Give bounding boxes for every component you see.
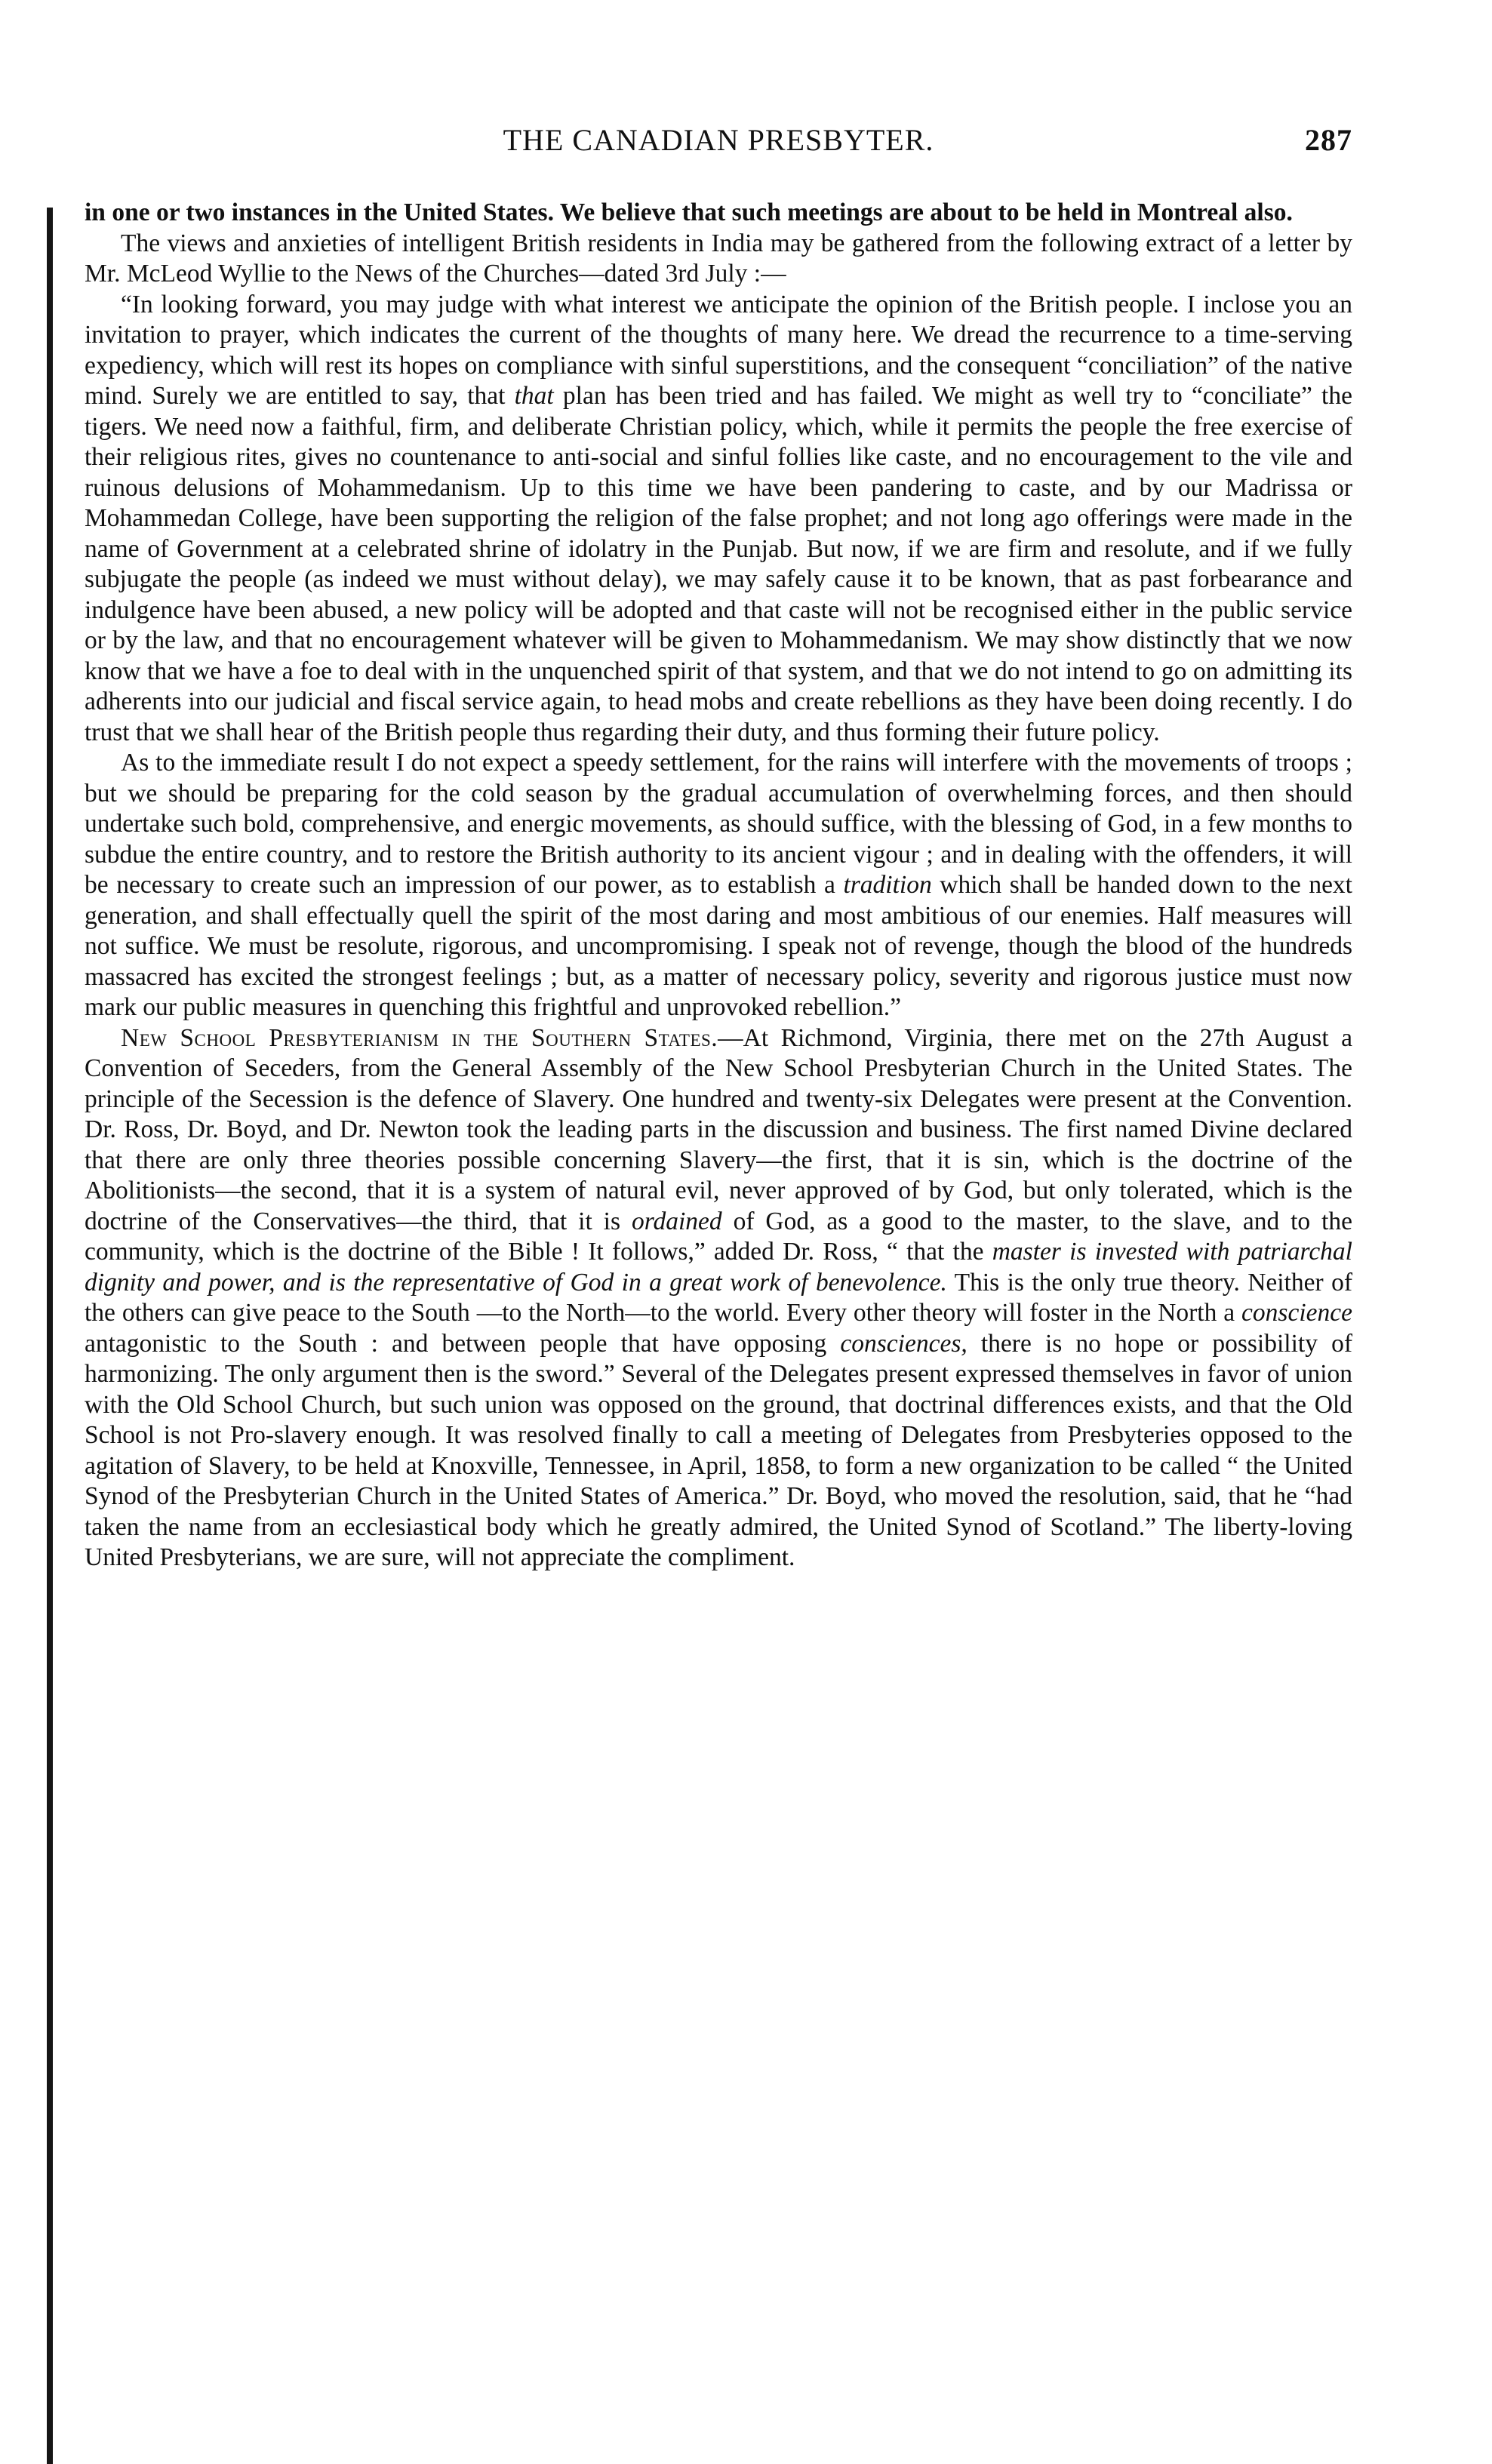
paragraph-continuation: in one or two instances in the United States. We believe that such meetings are about to be held in Montreal also. bbox=[85, 198, 1293, 226]
emphasis-master-invested: master is invested with patriarchal dignity and power, and is the representative of God in a great work of benevolence. bbox=[85, 1238, 1352, 1297]
paragraph-letter-quote: “In looking forward, you may judge with what interest we anticipate the opinion of the British people. I inclose you an invitation to prayer, which indicates the current of the thoughts of many here. We dread the recurrence to a time-serving expediency, which will rest its hopes on compliance with sinful superstitions, and the consequent “conciliation” of the native mind. Surely we are entitled to say, that that plan has been tried and has failed. We might as well try to “conciliate” the tigers. We need now a faithful, firm, and deliberate Christian policy, which, while it permits the people the free exercise of their religious rites, gives no countenance to anti-social and sinful follies like caste, and no encouragement to the vile and ruinous delusions of Mohammedanism. Up to this time we have been pandering to caste, and by our Madrissa or Mohammedan College, have been supporting the religion of the false prophet; and not long ago offerings were made in the name of Government at a celebrated shrine of idolatry in the Punjab. But now, if we are firm and resolute, and if we fully subjugate the people (as indeed we must without delay), we may safely cause it to be known, that as past forbearance and indulgence have been abused, a new policy will be adopted and that caste will not be recognised either in the public service or by the law, and that no encouragement whatever will be given to Mohammedanism. We may show distinctly that we now know that we have a foe to deal with in the unquenched spirit of that system, and that we do not intend to go on admitting its adherents into our judicial and fiscal service again, to head mobs and create rebellions as they have been doing recently. I do trust that we shall hear of the British people thus regarding their duty, and thus forming their future policy. bbox=[85, 290, 1352, 746]
document-page bbox=[85, 113, 1352, 1573]
paragraph-new-school: New School Presbyterianism in the Southern States.—At Richmond, Virginia, there met on the 27th August a Convention of Seceders, from the General Assembly of the New School Presbyterian Church in the United States. The principle of the Secession is the defence of Slavery. One hundred and twenty-six Delegates were present at the Convention. Dr. Ross, Dr. Boyd, and Dr. Newton took the leading parts in the discussion and business. The first named Divine declared that there are only three theories possible concerning Slavery—the first, that it is sin, which is the doctrine of the Abolitionists—the second, that it is a system of natural evil, never approved of by God, but only tolerated, which is the doctrine of the Conservatives—the third, that it is ordained of God, as a good to the master, to the slave, and to the community, which is the doctrine of the Bible ! It follows,” added Dr. Ross, “ that the master is invested with patriarchal dignity and power, and is the representative of God in a great work of benevolence. This is the only true theory. Neither of the others can give peace to the South —to the North—to the world. Every other theory will foster in the North a conscience antagonistic to the South : and between people that have opposing consciences, there is no hope or possibility of harmonizing. The only argument then is the sword.” Several of the Delegates present expressed themselves in favor of union with the Old School Church, but such union was opposed on the ground, that doctrinal differences exists, and that the Old School is not Pro-slavery enough. It was resolved finally to call a meeting of Delegates from Presbyteries opposed to the agitation of Slavery, to be held at Knoxville, Tennessee, in April, 1858, to form a new organization to be called “ the United Synod of the Presbyterian Church in the United States of America.” Dr. Boyd, who moved the resolution, said, that he “had taken the name from an ecclesiastical body which he greatly admired, the United Synod of Scotland.” The liberty-loving United Presbyterians, we are sure, will not appreciate the compliment. bbox=[85, 1023, 1353, 1571]
article-body bbox=[85, 198, 1352, 1573]
paragraph-letter-result: As to the immediate result I do not expect a speedy settlement, for the rains will interfere with the movements of troops ; but we should be preparing for the cold season by the gradual accumulation of overwhelming forces, and then should undertake such bold, comprehensive, and energic movements, as should suffice, with the blessing of God, in a few months to subdue the entire country, and to restore the British authority to its ancient vigour ; and in dealing with the offenders, it will be necessary to create such an impression of our power, as to establish a tradition which shall be handed down to the next generation, and shall effectually quell the spirit of the most daring and most ambitious of our enemies. Half measures will not suffice. We must be resolute, rigorous, and uncompromising. I speak not of revenge, though the blood of the hundreds massacred has excited the strongest feelings ; but, as a matter of necessary policy, severity and rigorous justice must now mark our public measures in quenching this frightful and unprovoked rebellion.” bbox=[85, 749, 1352, 1021]
emphasis-consciences: consciences, bbox=[840, 1329, 967, 1358]
emphasis-ordained: ordained bbox=[631, 1207, 722, 1235]
page-number: 287 bbox=[1305, 123, 1352, 157]
journal-title: THE CANADIAN PRESBYTER. bbox=[503, 123, 934, 157]
running-header bbox=[85, 113, 1352, 161]
emphasis-tradition: tradition bbox=[843, 871, 932, 899]
left-margin-rule bbox=[47, 208, 53, 2464]
section-heading: New School Presbyterianism in the Southern States. bbox=[121, 1023, 718, 1052]
emphasis-conscience: conscience bbox=[1241, 1299, 1352, 1327]
emphasis-that: that bbox=[514, 382, 554, 410]
paragraph-india-intro: The views and anxieties of intelligent British residents in India may be gathered from the following extract of a letter by Mr. McLeod Wyllie to the News of the Churches—dated 3rd July :— bbox=[85, 229, 1352, 288]
